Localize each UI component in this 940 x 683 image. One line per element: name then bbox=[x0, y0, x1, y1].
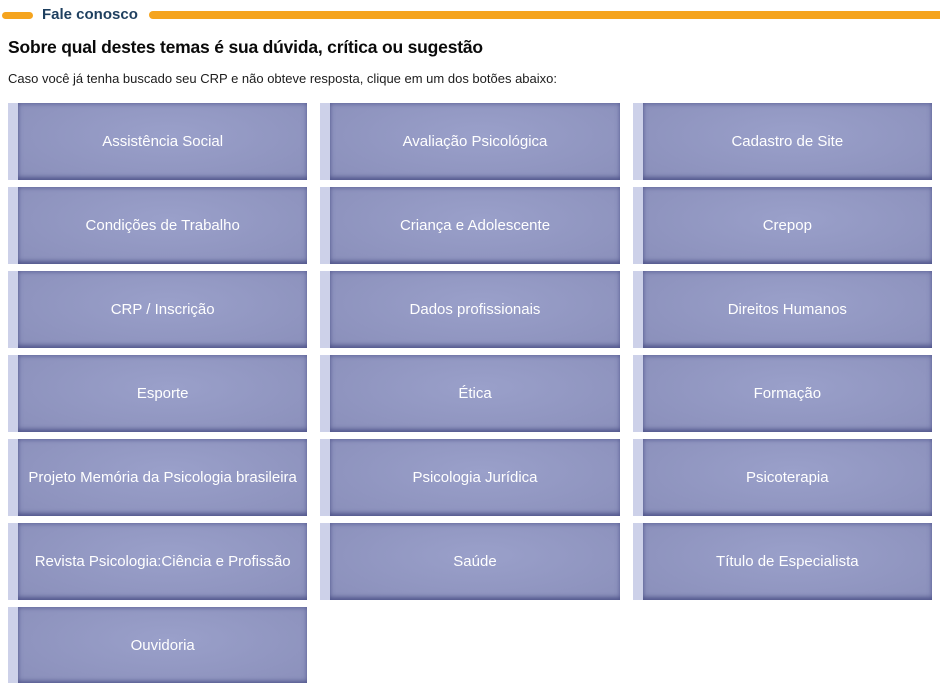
topic-button-label: Avaliação Psicológica bbox=[330, 103, 619, 180]
topic-button-label: Projeto Memória da Psicologia brasileira bbox=[18, 439, 307, 516]
accent-bar-right bbox=[149, 11, 940, 19]
topic-button-label: Assistência Social bbox=[18, 103, 307, 180]
topic-button-psicoterapia[interactable] bbox=[633, 439, 932, 516]
topic-button-revista-psicologia-ciencia-e-profissao[interactable] bbox=[8, 523, 307, 600]
button-left-strip bbox=[633, 439, 643, 516]
topic-button-titulo-de-especialista[interactable] bbox=[633, 523, 932, 600]
button-left-strip bbox=[320, 103, 330, 180]
topic-button-assistencia-social[interactable] bbox=[8, 103, 307, 180]
topic-button-label: Esporte bbox=[18, 355, 307, 432]
topic-button-avaliacao-psicologica[interactable] bbox=[320, 103, 619, 180]
button-left-strip bbox=[8, 103, 18, 180]
topic-button-label: Saúde bbox=[330, 523, 619, 600]
topic-button-label: Ética bbox=[330, 355, 619, 432]
topic-button-direitos-humanos[interactable] bbox=[633, 271, 932, 348]
topic-button-projeto-memoria-da-psicologia-brasileira[interactable] bbox=[8, 439, 307, 516]
button-left-strip bbox=[320, 523, 330, 600]
button-left-strip bbox=[633, 187, 643, 264]
topic-button-label: Título de Especialista bbox=[643, 523, 932, 600]
button-left-strip bbox=[8, 439, 18, 516]
topic-button-formacao[interactable] bbox=[633, 355, 932, 432]
button-left-strip bbox=[8, 523, 18, 600]
topic-button-etica[interactable] bbox=[320, 355, 619, 432]
button-left-strip bbox=[633, 271, 643, 348]
topic-button-label: Ouvidoria bbox=[18, 607, 307, 683]
topic-button-crianca-e-adolescente[interactable] bbox=[320, 187, 619, 264]
topic-button-label: Direitos Humanos bbox=[643, 271, 932, 348]
button-left-strip bbox=[320, 271, 330, 348]
topic-button-cadastro-de-site[interactable] bbox=[633, 103, 932, 180]
button-left-strip bbox=[320, 355, 330, 432]
topic-button-label: Revista Psicologia:Ciência e Profissão bbox=[18, 523, 307, 600]
topic-button-crp-inscricao[interactable] bbox=[8, 271, 307, 348]
topic-button-label: CRP / Inscrição bbox=[18, 271, 307, 348]
button-left-strip bbox=[320, 187, 330, 264]
button-left-strip bbox=[633, 355, 643, 432]
accent-bar-left bbox=[2, 12, 33, 19]
button-left-strip bbox=[320, 439, 330, 516]
section-title: Fale conosco bbox=[42, 6, 138, 23]
page-heading: Sobre qual destes temas é sua dúvida, crítica ou sugestão bbox=[8, 37, 483, 57]
page-instruction: Caso você já tenha buscado seu CRP e não obteve resposta, clique em um dos botões abaixo: bbox=[8, 71, 557, 86]
topic-button-label: Condições de Trabalho bbox=[18, 187, 307, 264]
button-left-strip bbox=[8, 355, 18, 432]
button-left-strip bbox=[8, 271, 18, 348]
topic-button-esporte[interactable] bbox=[8, 355, 307, 432]
topic-button-label: Crepop bbox=[643, 187, 932, 264]
topic-button-saude[interactable] bbox=[320, 523, 619, 600]
button-left-strip bbox=[8, 607, 18, 683]
button-left-strip bbox=[633, 103, 643, 180]
topic-button-label: Formação bbox=[643, 355, 932, 432]
topics-grid bbox=[8, 103, 932, 683]
topic-button-label: Psicologia Jurídica bbox=[330, 439, 619, 516]
topic-button-ouvidoria[interactable] bbox=[8, 607, 307, 683]
topic-button-crepop[interactable] bbox=[633, 187, 932, 264]
topic-button-label: Dados profissionais bbox=[330, 271, 619, 348]
topic-button-condicoes-de-trabalho[interactable] bbox=[8, 187, 307, 264]
section-header bbox=[0, 0, 940, 24]
topic-button-label: Psicoterapia bbox=[643, 439, 932, 516]
topic-button-dados-profissionais[interactable] bbox=[320, 271, 619, 348]
button-left-strip bbox=[633, 523, 643, 600]
topic-button-label: Cadastro de Site bbox=[643, 103, 932, 180]
topic-button-psicologia-juridica[interactable] bbox=[320, 439, 619, 516]
button-left-strip bbox=[8, 187, 18, 264]
topic-button-label: Criança e Adolescente bbox=[330, 187, 619, 264]
